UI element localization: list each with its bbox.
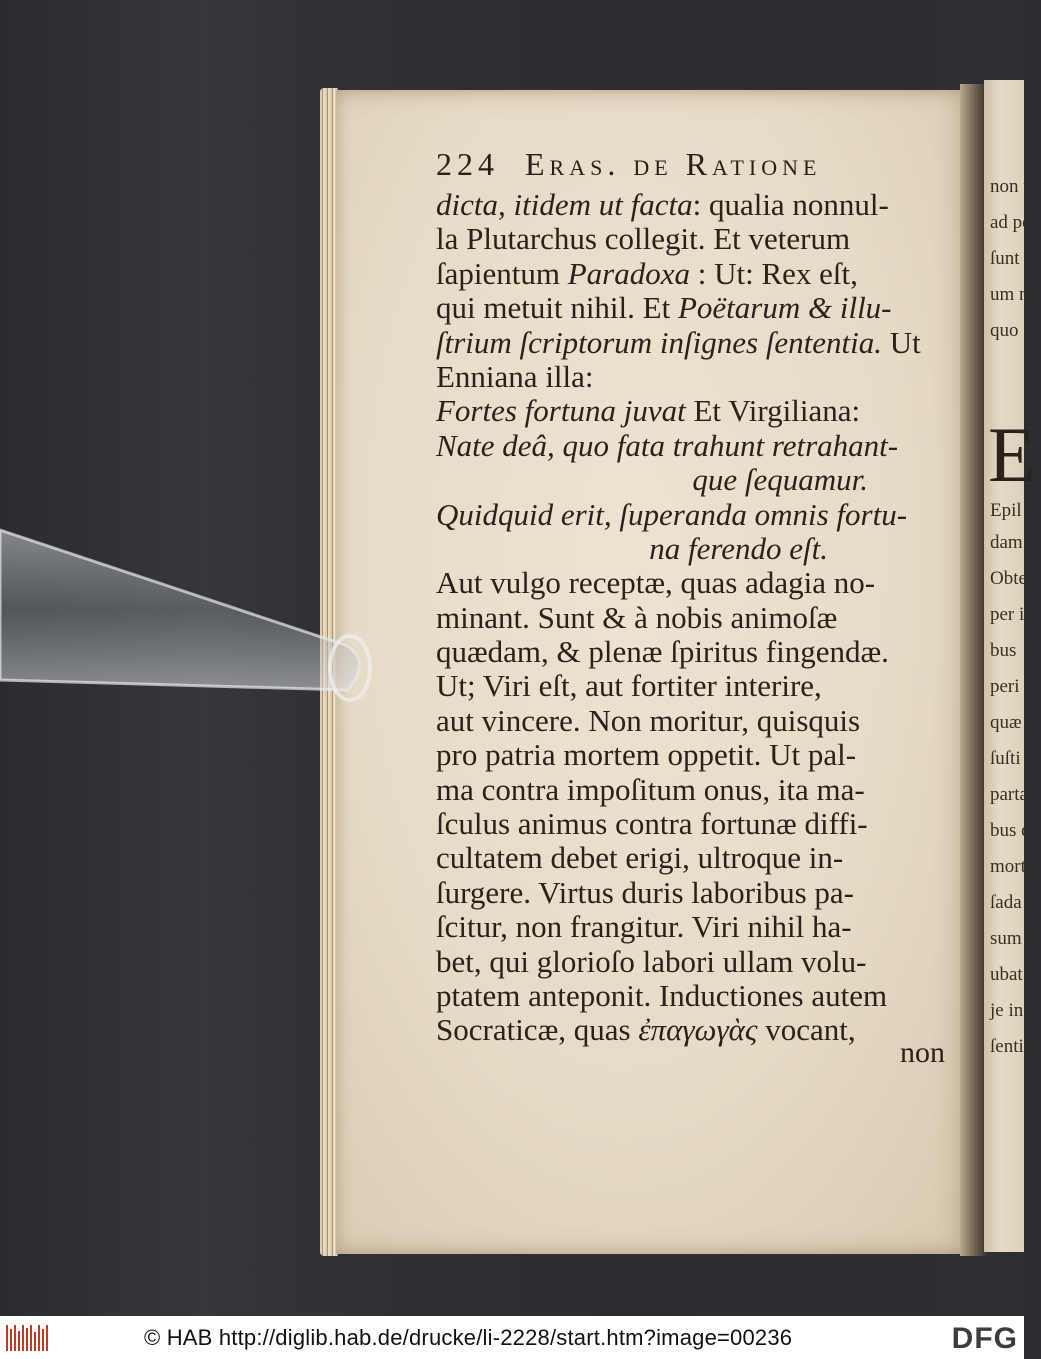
italic-text: que ſequamur. <box>692 462 868 498</box>
facing-page-initial: E <box>988 411 1036 498</box>
italic-text: Quidquid erit, ſuperanda omnis fortu- <box>436 496 908 532</box>
roman-text: ſculus animus contra fortunæ diffi- <box>436 806 868 842</box>
text-line <box>436 429 958 463</box>
text-line <box>436 807 958 841</box>
italic-text: ἐπαγωγὰς <box>638 1012 758 1048</box>
text-line <box>436 841 958 875</box>
roman-text: Enniana illa: <box>436 358 594 394</box>
italic-text: dicta, itidem ut facta <box>436 187 693 222</box>
facing-page-text: parta <box>990 784 1028 805</box>
roman-text: quædam, & plenæ ſpiritus fingendæ. <box>436 634 889 670</box>
book-gutter <box>960 84 986 1256</box>
roman-text: ptatem anteponit. Inductiones autem <box>436 977 888 1013</box>
roman-text: minant. Sunt & à nobis animoſæ <box>436 599 838 635</box>
facing-page-text: um n <box>990 284 1029 305</box>
facing-page-text: Epil <box>990 500 1022 521</box>
roman-text: : qualia nonnul- <box>692 187 889 222</box>
facing-page-text: ſentia <box>990 1036 1033 1057</box>
facing-page-text: quo <box>990 320 1019 341</box>
italic-text: ſtrium ſcriptorum inſignes ſententia. <box>436 324 883 360</box>
roman-text: ma contra impoſitum onus, ita ma- <box>436 771 865 807</box>
roman-text: bet, qui glorioſo labori ullam volu- <box>436 943 867 979</box>
page-body-text <box>436 188 958 1048</box>
text-line <box>436 498 958 532</box>
text-line <box>436 222 958 256</box>
roman-text: Et Virgiliana: <box>685 393 861 429</box>
italic-text: Poëtarum & illu- <box>677 290 892 326</box>
running-header <box>436 146 866 188</box>
italic-text: Paradoxa <box>567 255 690 291</box>
text-line <box>436 876 958 910</box>
text-line <box>436 188 958 222</box>
facing-page-text: non t <box>990 176 1029 197</box>
text-line <box>436 979 958 1013</box>
roman-text: ſcitur, non frangitur. Viri nihil ha- <box>436 909 852 945</box>
roman-text: qui metuit nihil. Et <box>436 290 678 326</box>
facing-page-text: ſada <box>990 892 1022 913</box>
facing-page-text: peri <box>990 676 1020 697</box>
italic-text: Fortes fortuna juvat <box>436 393 686 429</box>
text-line <box>436 394 958 428</box>
roman-text: aut vincere. Non moritur, quisquis <box>436 702 861 738</box>
footer-bar <box>0 1316 1024 1359</box>
text-line <box>436 257 958 291</box>
roman-text: pro patria mortem oppetit. Ut pal- <box>436 737 857 773</box>
page-number: 224 <box>436 146 499 182</box>
text-line <box>436 910 958 944</box>
barcode-icon <box>6 1323 52 1353</box>
facing-page-text: ad pe <box>990 212 1031 233</box>
dfg-logo: DFG <box>951 1322 1018 1355</box>
facing-page-text: Obte <box>990 568 1027 589</box>
facing-page-text: bus q <box>990 820 1031 841</box>
facing-page-text: quæ <box>990 712 1022 733</box>
copyright-link[interactable]: © HAB http://diglib.hab.de/drucke/li-2228/start.htm?image=00236 <box>144 1324 793 1350</box>
text-line <box>436 566 958 600</box>
facing-page-text: bus <box>990 640 1017 661</box>
text-line <box>436 773 958 807</box>
italic-text: Nate deâ, quo fata trahunt retrahant- <box>436 427 899 463</box>
facing-page-text: per i <box>990 604 1025 625</box>
roman-text: Ut; Viri eſt, aut fortiter interire, <box>436 668 822 704</box>
text-line <box>436 326 958 360</box>
roman-text: Ut <box>882 324 921 360</box>
text-line <box>436 291 958 325</box>
facing-page-text: ſuſti <box>990 748 1021 769</box>
running-title: Eras. de Ratione <box>525 146 822 182</box>
facing-page-text: morta <box>990 856 1035 877</box>
facing-page-fragment <box>984 80 1041 1252</box>
text-line <box>436 360 958 394</box>
roman-text: ſapientum <box>436 255 568 291</box>
text-line <box>436 738 958 772</box>
text-line <box>436 463 958 497</box>
roman-text: : Ut: Rex eſt, <box>690 255 858 291</box>
roman-text: ſurgere. Virtus duris laboribus pa- <box>436 874 855 910</box>
text-line <box>436 669 958 703</box>
catchword: non <box>900 1036 945 1069</box>
roman-text: vocant, <box>757 1012 856 1048</box>
text-line <box>436 532 958 566</box>
text-line <box>436 704 958 738</box>
roman-text: cultatem debet erigi, ultroque in- <box>436 840 844 876</box>
italic-text: na ferendo eſt. <box>649 530 828 566</box>
text-line <box>436 1013 958 1047</box>
facing-page-text: sum ni <box>990 928 1041 949</box>
facing-page-text: ſunt t <box>990 248 1030 269</box>
roman-text: Socraticæ, quas <box>436 1012 639 1048</box>
roman-text: Aut vulgo receptæ, quas adagia no- <box>436 565 876 601</box>
facing-page-text: je inc <box>990 1000 1032 1021</box>
facing-page-text: dam <box>990 532 1023 553</box>
text-line <box>436 635 958 669</box>
page-holder-wand <box>0 530 380 720</box>
text-line <box>436 945 958 979</box>
roman-text: la Plutarchus collegit. Et veterum <box>436 221 851 257</box>
text-line <box>436 601 958 635</box>
facing-page-text: ubat <box>990 964 1023 985</box>
